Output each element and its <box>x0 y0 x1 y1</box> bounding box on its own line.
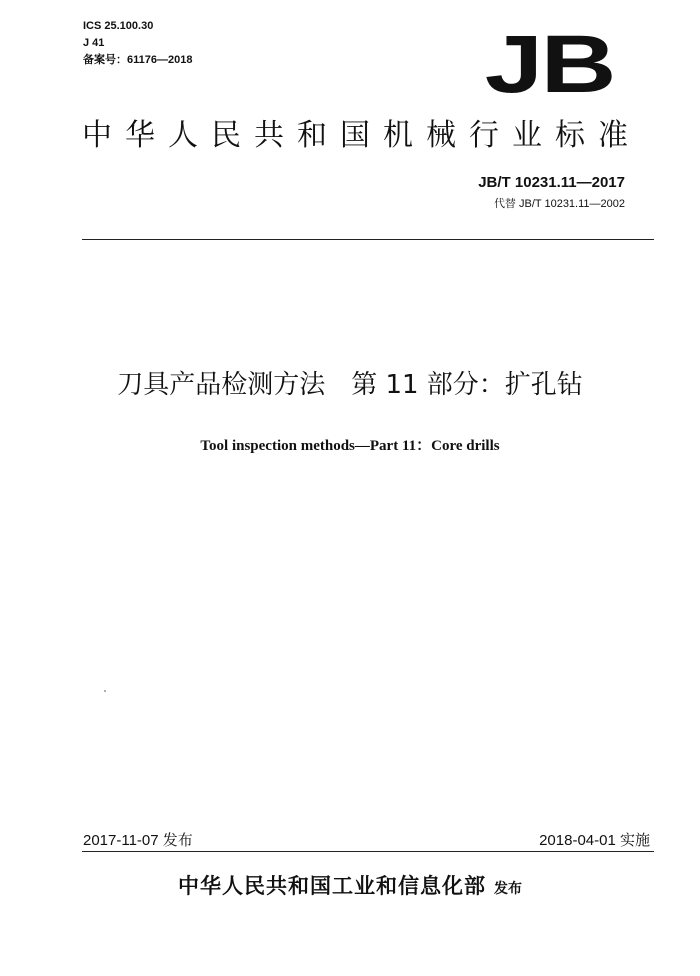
jb-logo: JB <box>484 19 614 110</box>
publisher-suffix: 发布 <box>494 881 522 897</box>
replaces-note: 代替 JB/T 10231.11—2002 <box>493 198 625 210</box>
implement-date: 2018-04-01 实施 <box>539 832 650 849</box>
header-divider <box>82 239 654 240</box>
publisher-line <box>0 870 700 900</box>
footer-divider <box>82 851 654 852</box>
classification-code: J 41 <box>83 37 105 49</box>
record-number: 备案号：61176—2018 <box>83 54 193 66</box>
issue-date: 2017-11-07 发布 <box>83 832 193 849</box>
document-title-english: Tool inspection methods—Part 11：Core drills <box>200 438 500 454</box>
organization-title: 中华人民共和国机械行业标准 <box>82 118 641 153</box>
ics-code: ICS 25.100.30 <box>83 20 154 32</box>
document-title-chinese: 刀具产品检测方法 第 11 部分：扩孔钻 <box>117 370 583 400</box>
document-meta <box>83 18 192 69</box>
scan-speck <box>104 690 106 692</box>
publisher-name: 中华人民共和国工业和信息化部 <box>178 874 486 898</box>
standard-code: JB/T 10231.11—2017 <box>478 174 625 191</box>
